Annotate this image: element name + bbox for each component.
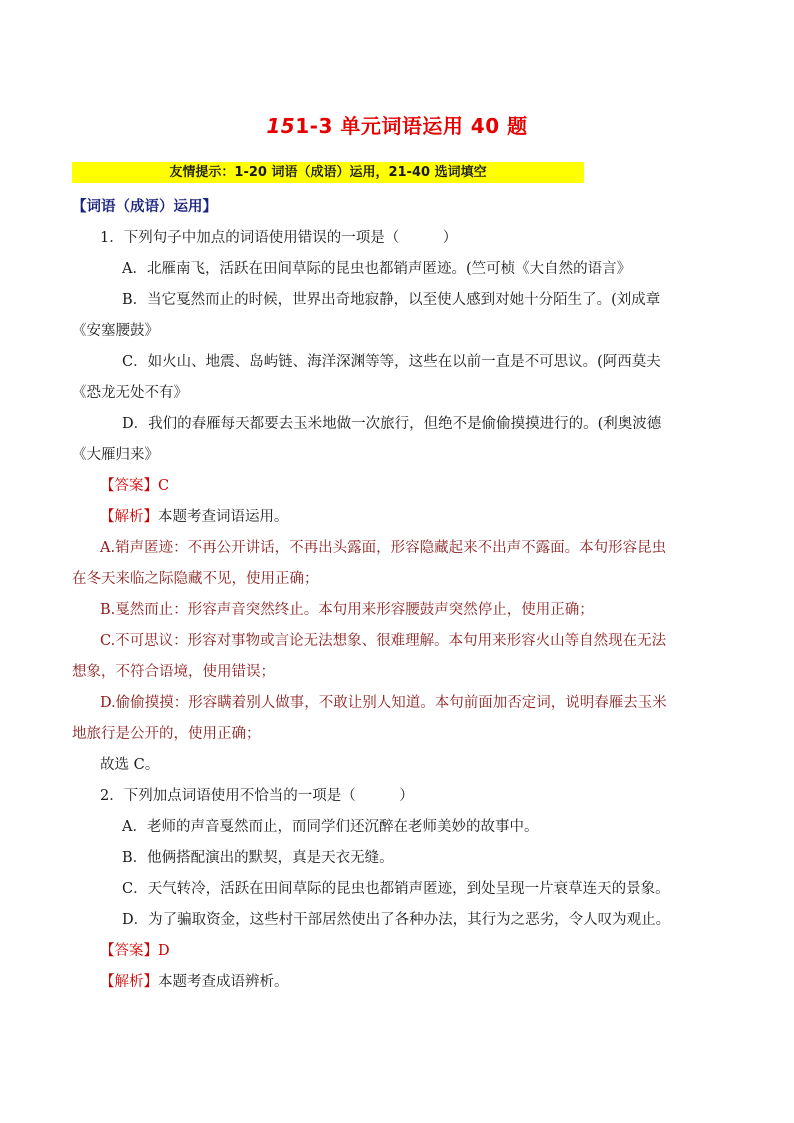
question-1-answer [72, 471, 722, 502]
question-2-analysis [72, 967, 722, 998]
question-1-option-b-cont: 《安塞腰鼓》 [72, 323, 159, 339]
analysis-label: 【解析】 [100, 974, 158, 990]
question-1-option-c: C．如火山、地震、岛屿链、海洋深渊等等，这些在以前一直是不可思议。(阿西莫夫 [122, 354, 661, 370]
explanation-a: A.销声匿迹：不再公开讲话，不再出头露面，形容隐藏起来不出声不露面。本句形容昆虫 [100, 540, 667, 556]
answer-value: D [158, 943, 170, 959]
question-2-stem: 2．下列加点词语使用不恰当的一项是（ ） [100, 788, 414, 804]
question-1-stem: 1．下列句子中加点的词语使用错误的一项是（ ） [100, 230, 458, 246]
analysis-label: 【解析】 [100, 509, 158, 525]
question-2-option-d: D．为了骗取资金，这些村干部居然使出了各种办法，其行为之恶劣，令人叹为观止。 [122, 912, 671, 928]
explanation-a-cont: 在冬天来临之际隐藏不见，使用正确； [72, 571, 319, 587]
question-1-option-a: A．北雁南飞，活跃在田间草际的昆虫也都销声匿迹。(竺可桢《大自然的语言》 [122, 261, 632, 277]
question-body [72, 223, 722, 998]
question-1-analysis [72, 502, 722, 533]
page-title [0, 110, 794, 139]
question-1-option-b: B．当它戛然而止的时候，世界出奇地寂静，以至使人感到对她十分陌生了。(刘成章 [122, 292, 661, 308]
explanation-b: B.戛然而止：形容声音突然终止。本句用来形容腰鼓声突然停止，使用正确； [100, 602, 594, 618]
answer-label: 【答案】 [100, 478, 158, 494]
tip-banner: 友情提示：1-20 词语（成语）运用，21-40 选词填空 [72, 162, 584, 183]
title-text: 1-3 单元词语运用 40 题 [295, 114, 528, 138]
question-2-option-a: A．老师的声音戛然而止，而同学们还沉醉在老师美妙的故事中。 [122, 819, 539, 835]
question-2-option-b: B．他俩搭配演出的默契，真是天衣无缝。 [122, 850, 394, 866]
answer-label: 【答案】 [100, 943, 158, 959]
explanation-c: C.不可思议：形容对事物或言论无法想象、很难理解。本句用来形容火山等自然现在无法 [100, 633, 667, 649]
analysis-intro: 本题考查成语辨析。 [158, 974, 289, 990]
question-2-answer [72, 936, 722, 967]
analysis-intro: 本题考查词语运用。 [158, 509, 289, 525]
answer-value: C [158, 478, 170, 494]
section-heading: 【词语（成语）运用】 [72, 199, 217, 215]
question-1-option-d: D．我们的春雁每天都要去玉米地做一次旅行，但绝不是偷偷摸摸进行的。(利奥波德 [122, 416, 662, 432]
explanation-d-cont: 地旅行是公开的，使用正确； [72, 726, 261, 742]
question-1-option-c-cont: 《恐龙无处不有》 [72, 385, 188, 401]
question-2-option-c: C．天气转冷，活跃在田间草际的昆虫也都销声匿迹，到处呈现一片衰草连天的景象。 [122, 881, 670, 897]
explanation-d: D.偷偷摸摸：形容瞒着别人做事，不敢让别人知道。本句前面加否定词，说明春雁去玉米 [100, 695, 667, 711]
explanation-c-cont: 想象，不符合语境，使用错误； [72, 664, 275, 680]
title-number: 15 [266, 114, 296, 138]
conclusion: 故选 C。 [100, 757, 160, 773]
question-1-option-d-cont: 《大雁归来》 [72, 447, 159, 463]
